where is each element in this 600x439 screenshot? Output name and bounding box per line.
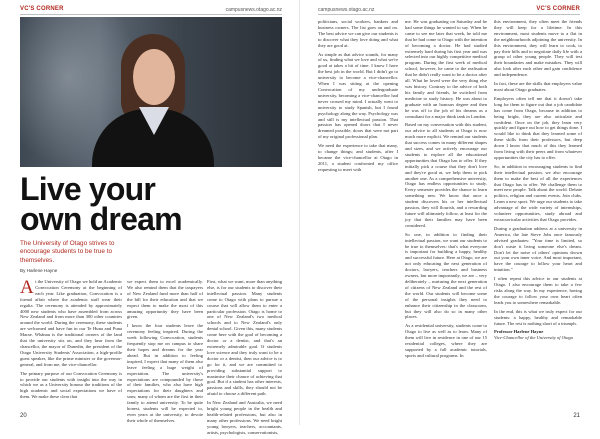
body-paragraph: As simple as that advice sounds, for many of us, finding what we love and what we're good at takes a bit of time. I know I have the best job in the world. But I didn't go to university to become a vice-chancellor. When I was sitting at the opening Convocation of my undergraduate university, becoming a vice-chancellor had never crossed my mind. I actually went to university to study Spanish, but I found psychology along the way. Psychology was and still is my intellectual passion. That passion has opened doors that I never dreamed possible, doors that were not part of my original professional plan.	[318, 51, 398, 140]
body-paragraph: We need the experience to take that many, to change things; and students, after I became the vice-chancellor at Otago in 2011, a student confronted my office requesting to meet with	[318, 143, 398, 172]
body-paragraph	[20, 279, 122, 368]
left-column-2	[127, 279, 203, 427]
drop-cap: A	[20, 277, 34, 298]
body-paragraph: So one, in addition to finding their intellectual passion, we want our students to be true to themselves: that's what everyone is important for building a happy, healthy and successful future. Here at Otago, we are not only educating the next generation of doctors, lawyers, teachers and business owners, but more importantly, we are – very deliberately – nurturing the next generation of citizens of New Zealand and the rest of the world. Our students will become some of the personal insights they need to enhance their citizenship in the classroom, but they will also do so in many other places.	[405, 231, 487, 320]
body-paragraph: During a graduation address at a university in America, the late Steve Jobs once famously advised graduates: "Your time is limited, so don't waste it living someone else's dream. Don't let the noise of others' opinions drown out your own inner voice. And most important, have the courage to follow your heart and intuition."	[494, 225, 582, 273]
body-text: t the University of Otago we hold an Academic Convocation Ceremony at the beginning of each year. Like graduation, Convocation is a formal affair where the academic staff wear their regalia. The ceremony is attended by approximately 4000 new students who have assembled from across New Zealand and from more than 300 other countries around the world. During the ceremony, these students are welcomed and have fun in our Te Huna and Puna Marae. Whānau is the traditional owners of the land that the university sits on, and they hear from the chancellor, the mayor of Dunedin, the president of the Otago University Students' Association, a high-profile guest speaker, like the prime minister or the governor-general, and from me, the vice-chancellor.	[20, 279, 122, 367]
left-running-head	[20, 5, 282, 15]
signoff-name: Professor Harlene Hayne	[494, 329, 544, 335]
right-website-url: campusnews.otago.ac.nz	[318, 7, 375, 13]
left-website-url: campusnews.otago.ac.nz	[225, 7, 282, 13]
body-paragraph: this environment, they often meet the friends they will keep for a lifetime. In this environment, most students move to a flat in the neighbourhoods adjoining the university. In this environment, they will learn to cook, to pay their bills and to negotiate daily life with a group of other young people. They will test their boundaries and make mistakes. They will also look after each other and gain confidence and independence.	[494, 19, 582, 78]
body-paragraph: me. He was graduating on Saturday and he had some things he wanted to say. When he came to see me later that week, he told me that he had come to Otago with the intention of becoming a doctor. He had studied extremely hard during his first year and was selected into our highly competitive medical program. During the first week of medical school, however, he came to the realisation that he didn't really want to be a doctor after all. What he loved were the very thing else was history. Contrary to the advice of both his family and friends, he switched from medicine to study history. He was about to graduate with an honours degree and then he was off to the job of his dreams as a consultant for a major think tank in London.	[405, 19, 487, 119]
left-column-1	[20, 279, 122, 403]
photo-face	[133, 49, 175, 105]
signoff	[494, 329, 582, 341]
article-headline	[20, 171, 182, 237]
right-section-label: VC'S CORNER	[536, 6, 580, 12]
left-column-3	[207, 279, 282, 439]
body-paragraph: we expect them to excel academically. We also remind them that the taxpayers of New Zealand fund more than half of the bill for their education and that we expect them to make the most of this amazing opportunity they have been given.	[127, 279, 203, 320]
article-standfirst: The University of Otago strives to encourage students to be true to themselves.	[20, 240, 115, 264]
left-page	[0, 0, 300, 435]
body-paragraph: First, what we want, more than anything else, is for our students to discover their intellectual passion. Many students come to Otago with plans to pursue a course that will allow them to enter a particular profession. Otago is home to one of New Zealand's two medical schools and to New Zealand's only dental school. Given this, many students come here with the goal of becoming a doctor or a dentist, and that's an extremely admirable goal. If students love science and they truly want to be a doctor or a dentist, then our advice is to go for it, and we are committed to providing substantial support to maximise their chance of achieving that goal. But if a student has other interests, passions and skills, they should not be afraid to choose a different path.	[207, 279, 282, 397]
body-paragraph: I know the four students leave the ceremony feeling inspired. During the week following Convocation, students frequently stop me on campus to share their hopes and dreams for the year ahead. But in addition to feeling inspired, I expect that many of them also leave feeling a huge weight of expectation. The university's expectations are compounded by those of their families, who also have high expectations for their daughters and sons; many of whom are the first in their family to attend university. To be quite honest, students will be expected to, even years at the university, to devote their whole of themselves.	[127, 323, 203, 423]
signoff-title: Vice-Chancellor of the University of Otago	[494, 335, 574, 341]
body-paragraph: As a residential university, students come to Otago to live as well as to learn. Many of them will live in residence in one of our 15 residential colleges, where they are supported by a full academic tutorials, sports and cultural programs. In	[405, 323, 487, 358]
right-column-3	[494, 19, 582, 344]
headline-line-2: own dream	[20, 201, 182, 237]
headline-line-1: Live your	[20, 171, 156, 207]
right-page	[300, 0, 600, 425]
right-column-2	[405, 19, 487, 362]
body-paragraph: In the end, this is what we truly expect for our students: a happy, healthy and remarkable future. The rest is nothing short of a triumph.	[494, 308, 582, 326]
article-byline: By Harlene Hayne	[20, 268, 58, 273]
right-column-1	[318, 19, 398, 176]
portrait-photo	[20, 17, 282, 167]
body-paragraph: Employers often tell me that it doesn't take long for them to figure out that a job candidate has come from Otago, because in addition to being bright, they are also articulate and confident. Once on the job, they learn very quickly and figure out how to get things done. I would like to think that they learned some of these skills from their professors, but deep down I know that much of this they learned from living with their peers and from whatever opportunities the city has to offer.	[494, 95, 582, 160]
body-paragraph: The primary purpose of our Convocation Ceremony is to provide our students with insight into the way in which we as a University honour the traditions of the high academic and social expectations we have of them. We make these clear that	[20, 370, 122, 400]
body-paragraph: In fact, these are the skills that employers value most about Otago graduates.	[494, 81, 582, 92]
body-paragraph: I often repeat this advice to our students at Otago. I also encourage them to take a few risks along the way. In my experience, having the courage to follow your own heart often leads you to somewhere remarkable.	[494, 276, 582, 305]
body-paragraph: politicians, social workers, bankers and business owners. The list goes on and on. The best advice we can give our students is to discover what they love doing and what they are good at.	[318, 19, 398, 48]
body-paragraph: Based on my conversation with this student, our advice to all students at Otago is now much more explicit. We remind our students that success comes in many different shapes and sizes, and we actively encourage our students to explore all the educational opportunities that Otago has to offer. If they initially pick a course that they don't love and they're good at, we help them to pick another one. As a comprehensive university, Otago has endless opportunities to study. Every semester provides the chance to learn something new. We know that once a student discovers his or her intellectual passion, they will flourish, and a rewarding future will ultimately follow, at least for the joy that their families may have been considered.	[405, 122, 487, 228]
body-paragraph: In New Zealand and Australia, we need bright young people in the health and health-related professions, but also in many other professions. We need bright young lawyers, teachers, accountants, artists, psychologists, conservationists,	[207, 400, 282, 435]
right-page-number: 21	[573, 413, 580, 419]
body-paragraph: So, in addition to encouraging students to find their intellectual passion, we also encourage them to make the best of all the experiences that Otago has to offer. We challenge them to meet new people. Talk about the world. Debate politics, religion and current events. Join clubs. Learn a new sport. We urge our students to take advantage of the wide variety of internships, volunteer opportunities, study abroad and extracurricular activities that Otago provides.	[494, 163, 582, 222]
left-section-label: VC'S CORNER	[20, 6, 64, 12]
right-running-head	[318, 5, 580, 15]
left-page-number: 20	[20, 413, 27, 419]
